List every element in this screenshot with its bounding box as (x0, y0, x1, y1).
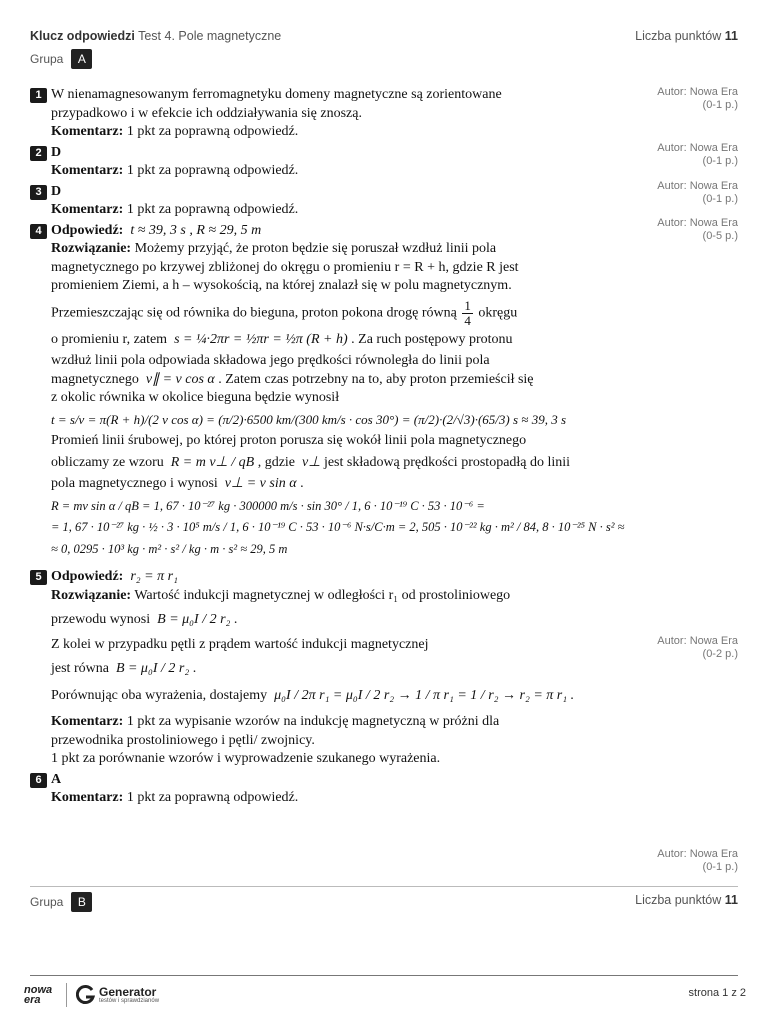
solution-text: pola magnetycznego i wynosi v⊥ = v sin α . (51, 476, 304, 491)
question-number: 2 (30, 146, 47, 161)
question-number: 5 (30, 570, 47, 585)
answer: Odpowiedź: r₂ = π r₁ (51, 569, 178, 584)
question-number: 4 (30, 224, 47, 239)
solution: Rozwiązanie: Możemy przyjąć, że proton będzie się poruszał wzdłuż linii pola (51, 241, 497, 256)
solution-text: wzdłuż linii pola odpowiada składowa jego prędkości równoległa do linii pola (51, 353, 490, 368)
equation-r1: R = mv sin α / qB = 1, 67 · 10⁻²⁷ kg · 300000 m/s · sin 30° / 1, 6 · 10⁻¹⁹ C · 53 · 10⁻⁶ = (51, 498, 485, 513)
answer-letter: A (51, 771, 62, 787)
author-q6: Autor: Nowa Era (0-1 p.) (657, 848, 738, 873)
doc-title-strong: Klucz odpowiedzi (30, 29, 135, 43)
generator-logo: Generator testów i sprawdzianów (76, 985, 159, 1005)
solution-text: magnetycznego po krzywej zbliżonej do okręgu o promieniu r = R + h, gdzie R jest (51, 259, 519, 275)
group-a-row (30, 49, 92, 69)
footer-divider (30, 975, 738, 976)
group-separator (30, 886, 738, 887)
group-label: Grupa (30, 895, 64, 909)
answer-text: W nienamagnesowanym ferromagnetyku domeny magnetyczne są zorientowane (51, 87, 502, 102)
question-1 (30, 86, 630, 142)
page-number: strona 1 z 2 (688, 987, 746, 999)
equation-r2: = 1, 67 · 10⁻²⁷ kg · ½ · 3 · 10⁵ m/s / 1, 6 · 10⁻¹⁹ C · 53 · 10⁻⁶ N·s/C·m = 2, 505 · 10⁻²² kg · m² / 84, 8 · 10⁻²⁵ N · s² ≈ (51, 520, 625, 534)
author-q3: Autor: Nowa Era (0-1 p.) (657, 180, 738, 205)
question-3 (30, 183, 630, 220)
question-number: 3 (30, 185, 47, 200)
solution: Rozwiązanie: Wartość indukcji magnetycznej w odległości r₁ od prostoliniowego (51, 587, 511, 603)
comment: Komentarz: 1 pkt za poprawną odpowiedź. (51, 790, 299, 805)
points-total: Liczba punktów 11 (635, 893, 738, 907)
solution-text: Promień linii śrubowej, po której proton porusza się wokół linii pola magnetycznego (51, 433, 527, 448)
solution-text: Z kolei w przypadku pętli z prądem wartość indukcji magnetycznej (51, 636, 429, 652)
question-5 (30, 568, 630, 769)
solution-text: obliczamy ze wzoru R = m v⊥ / qB , gdzie v⊥ jest składową prędkości prostopadłą do linii (51, 454, 571, 470)
footer (24, 980, 159, 1010)
equation-r3: ≈ 0, 0295 · 10³ kg · m² · s² / kg · m · s² ≈ 29, 5 m (51, 541, 288, 556)
question-number: 6 (30, 773, 47, 788)
answer: Odpowiedź: t ≈ 39, 3 s , R ≈ 29, 5 m (51, 222, 262, 238)
solution-text: magnetycznego v∥ = v cos α . Zatem czas potrzebny na to, aby proton przemieścił się (51, 371, 534, 387)
question-2 (30, 144, 630, 181)
equation-t: t = s/v = π(R + h)/(2 v cos α) = (π/2)·6500 km/(300 km/s · cos 30°) = (π/2)·(2/√3)·(65/3) s ≈ 39, 3 s (51, 411, 566, 427)
question-4 (30, 222, 630, 559)
generator-g-icon (76, 985, 96, 1005)
comment: Komentarz: 1 pkt za wypisanie wzorów na indukcję magnetyczną w próżni dla (51, 714, 500, 729)
doc-title: Test 4. Pole magnetyczne (138, 29, 282, 43)
solution-text: Przemieszczając się od równika do bieguna, proton pokona drogę równą $\frac{1}{4}$ okręgu (51, 297, 518, 328)
document-header (30, 29, 738, 45)
solution-text: przewodu wynosi B = μ₀I / 2 r₂ . (51, 612, 238, 627)
points-total: Liczba punktów 11 (635, 29, 738, 43)
author-q1: Autor: Nowa Era (0-1 p.) (657, 86, 738, 111)
comment: Komentarz: 1 pkt za poprawną odpowiedź. (51, 163, 299, 178)
comment-text: przewodnika prostoliniowego i pętli/ zwojnicy. (51, 732, 315, 748)
author-q4: Autor: Nowa Era (0-5 p.) (657, 217, 738, 242)
comment: Komentarz: 1 pkt za poprawną odpowiedź. (51, 202, 299, 217)
answer-key (30, 86, 630, 808)
solution-text: z okolic równika w okolice bieguna będzie wynosił (51, 390, 340, 405)
question-6 (30, 771, 630, 808)
solution-text: o promieniu r, zatem s = ¼·2πr = ½πr = ½π (R + h) . Za ruch postępowy protonu (51, 331, 513, 347)
question-number: 1 (30, 88, 47, 103)
author-q2: Autor: Nowa Era (0-1 p.) (657, 142, 738, 167)
group-badge: A (71, 49, 92, 69)
comment-text: 1 pkt za porównanie wzorów i wyprowadzenie szukanego wyrażenia. (51, 751, 441, 766)
author-q5: Autor: Nowa Era (0-2 p.) (657, 635, 738, 660)
answer-letter: D (51, 144, 62, 160)
group-badge: B (71, 892, 92, 912)
solution-text: Porównując oba wyrażenia, dostajemy μ₀I / 2π r₁ = μ₀I / 2 r₂ → 1 / π r₁ = 1 / r₂ → r₂ = π r₁ . (51, 687, 575, 703)
answer-letter: D (51, 183, 62, 199)
nowa-era-logo: nowa era (24, 984, 53, 1006)
solution-text: jest równa B = μ₀I / 2 r₂ . (51, 661, 197, 676)
group-b-row (30, 892, 92, 912)
group-label: Grupa (30, 52, 64, 66)
comment: Komentarz: 1 pkt za poprawną odpowiedź. (51, 124, 299, 139)
logo-divider (66, 983, 67, 1007)
solution-text: promieniem Ziemi, a h – wysokością, na której znalazł się w polu magnetycznym. (51, 278, 512, 293)
answer-text: przypadkowo i w efekcie ich oddziaływania się znoszą. (51, 105, 362, 121)
